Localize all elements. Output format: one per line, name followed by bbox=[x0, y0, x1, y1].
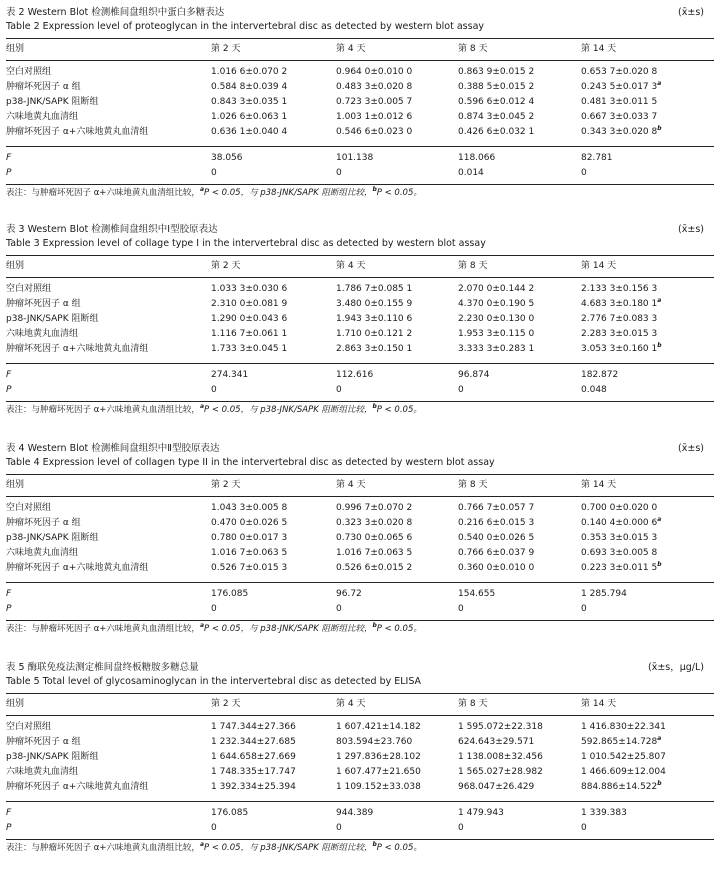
column-header: 第 8 天 bbox=[458, 44, 488, 54]
table-row bbox=[6, 561, 714, 576]
stat-value: 0.048 bbox=[581, 385, 607, 395]
table-cell: 0.700 0±0.020 0 bbox=[581, 503, 658, 513]
stat-value: 96.874 bbox=[458, 370, 490, 380]
table-cell: 2.310 0±0.081 9 bbox=[211, 299, 288, 309]
stat-value: 112.616 bbox=[336, 370, 374, 380]
table-block bbox=[6, 441, 714, 638]
column-header: 第 14 天 bbox=[581, 480, 617, 490]
column-header: 第 4 天 bbox=[336, 261, 366, 271]
table-cell: 1 595.072±22.318 bbox=[458, 722, 543, 732]
table-title-cn-text: 表 2 Western Blot 检测椎间盘组织中蛋白多糖表达 bbox=[6, 7, 225, 18]
significance-mark: b bbox=[657, 780, 662, 787]
table-title-en: Table 5 Total level of glycosaminoglycan in the intervertebral disc as detected by ELISA bbox=[6, 676, 422, 687]
cell-value: 0.140 4±0.000 6 bbox=[581, 518, 658, 528]
table-cell: 624.643±29.571 bbox=[458, 737, 535, 747]
stat-label: F bbox=[6, 589, 12, 599]
table-unit: (x̄±s，μg/L) bbox=[647, 662, 704, 673]
table-cell: 1.016 7±0.063 5 bbox=[211, 548, 288, 558]
table-cell: 1.710 0±0.121 2 bbox=[336, 329, 413, 339]
note-mid: P < 0.05，与 p38-JNK/SAPK 阻断组比较， bbox=[204, 188, 373, 198]
cell-value: 0.223 3±0.011 5 bbox=[581, 563, 658, 573]
table-block bbox=[6, 660, 714, 857]
table-cell: 0.483 3±0.020 8 bbox=[336, 82, 413, 92]
table-block bbox=[6, 222, 714, 419]
table-cell: 1 565.027±28.982 bbox=[458, 767, 543, 777]
table-cell: 1.026 6±0.063 1 bbox=[211, 112, 288, 122]
stat-label: F bbox=[6, 808, 12, 818]
table-cell: p38-JNK/SAPK 阻断组 bbox=[6, 752, 99, 762]
table-cell: 0.636 1±0.040 4 bbox=[211, 127, 288, 137]
note-mark-b: b bbox=[372, 186, 377, 194]
note-prefix: 表注：与肿瘤坏死因子 α+六味地黄丸血清组比较， bbox=[6, 624, 200, 634]
note-mark-b: b bbox=[372, 622, 377, 630]
table-cell: 1.953 3±0.115 0 bbox=[458, 329, 535, 339]
stat-value: 0 bbox=[458, 823, 464, 833]
note-prefix: 表注：与肿瘤坏死因子 α+六味地黄丸血清组比较， bbox=[6, 843, 200, 853]
note-end: P < 0.05。 bbox=[376, 188, 422, 198]
table-title-en: Table 4 Expression level of collagen type II in the intervertebral disc as detected by western blot assay bbox=[6, 457, 495, 468]
table-row bbox=[6, 720, 714, 735]
table-title-cn-text: 表 3 Western Blot 检测椎间盘组织中Ⅰ型胶原表达 bbox=[6, 224, 218, 235]
note-mid: P < 0.05，与 p38-JNK/SAPK 阻断组比较， bbox=[204, 624, 373, 634]
table-cell: 803.594±23.760 bbox=[336, 737, 413, 747]
table-cell: 0.470 0±0.026 5 bbox=[211, 518, 288, 528]
table-cell: 0.653 7±0.020 8 bbox=[581, 67, 658, 77]
stats-row bbox=[6, 806, 714, 821]
stats-row bbox=[6, 368, 714, 383]
table-note bbox=[6, 621, 714, 638]
table-cell: 1 644.658±27.669 bbox=[211, 752, 296, 762]
table-row bbox=[6, 516, 714, 531]
table-cell: 2.070 0±0.144 2 bbox=[458, 284, 535, 294]
column-header: 组别 bbox=[6, 261, 25, 271]
table-row bbox=[6, 282, 714, 297]
table-cell: 0.667 3±0.033 7 bbox=[581, 112, 658, 122]
table-cell: 0.388 5±0.015 2 bbox=[458, 82, 535, 92]
table-cell: 968.047±26.429 bbox=[458, 782, 535, 792]
table-cell: 0.780 0±0.017 3 bbox=[211, 533, 288, 543]
table-cell: 1.733 3±0.045 1 bbox=[211, 344, 288, 354]
table-row bbox=[6, 780, 714, 795]
table-title-cn bbox=[6, 441, 714, 456]
table-cell: 2.283 3±0.015 3 bbox=[581, 329, 658, 339]
table-header-row bbox=[6, 694, 714, 715]
table-cell: 六味地黄丸血清组 bbox=[6, 112, 79, 122]
table-title-cn-text: 表 5 酶联免疫法测定椎间盘终板糖胺多糖总量 bbox=[6, 662, 199, 673]
significance-mark: b bbox=[657, 342, 662, 349]
stat-value: 1 339.383 bbox=[581, 808, 627, 818]
significance-mark: a bbox=[657, 297, 662, 304]
table-cell: 0.766 7±0.057 7 bbox=[458, 503, 535, 513]
stats-row bbox=[6, 602, 714, 617]
stat-value: 0 bbox=[458, 604, 464, 614]
table-cell: 1 416.830±22.341 bbox=[581, 722, 666, 732]
note-end: P < 0.05。 bbox=[376, 405, 422, 415]
table-cell bbox=[581, 780, 662, 795]
table-cell: 肿瘤坏死因子 α 组 bbox=[6, 82, 81, 92]
table-cell: 1.033 3±0.030 6 bbox=[211, 284, 288, 294]
table-title-cn bbox=[6, 5, 714, 20]
stat-label: F bbox=[6, 153, 12, 163]
stat-value: 1 285.794 bbox=[581, 589, 627, 599]
table-block bbox=[6, 5, 714, 202]
stat-value: 82.781 bbox=[581, 153, 613, 163]
table-cell: 4.370 0±0.190 5 bbox=[458, 299, 535, 309]
table-cell bbox=[581, 342, 662, 357]
table-cell: 0.526 6±0.015 2 bbox=[336, 563, 413, 573]
table-cell bbox=[581, 735, 661, 750]
stat-value: 1 479.943 bbox=[458, 808, 504, 818]
table-header-row bbox=[6, 256, 714, 277]
table-cell bbox=[581, 80, 661, 95]
table-cell: 空白对照组 bbox=[6, 67, 52, 77]
table-cell: 1 748.335±17.747 bbox=[211, 767, 296, 777]
table-cell: 0.874 3±0.045 2 bbox=[458, 112, 535, 122]
note-mark-b: b bbox=[372, 403, 377, 411]
stat-value: 274.341 bbox=[211, 370, 249, 380]
stat-value: 0 bbox=[336, 168, 342, 178]
column-header: 第 4 天 bbox=[336, 480, 366, 490]
note-mid: P < 0.05，与 p38-JNK/SAPK 阻断组比较， bbox=[204, 405, 373, 415]
stat-value: 96.72 bbox=[336, 589, 362, 599]
stat-label: P bbox=[6, 385, 12, 395]
table-cell: 0.426 6±0.032 1 bbox=[458, 127, 535, 137]
column-header: 第 14 天 bbox=[581, 261, 617, 271]
table-cell: 1 010.542±25.807 bbox=[581, 752, 666, 762]
table-cell: 0.360 0±0.010 0 bbox=[458, 563, 535, 573]
table-cell: 0.596 6±0.012 4 bbox=[458, 97, 535, 107]
stats-row bbox=[6, 821, 714, 836]
column-header: 第 2 天 bbox=[211, 44, 241, 54]
table-cell bbox=[581, 561, 662, 576]
table-cell: 六味地黄丸血清组 bbox=[6, 329, 79, 339]
table-cell: 1.116 7±0.061 1 bbox=[211, 329, 288, 339]
table-cell: 0.526 7±0.015 3 bbox=[211, 563, 288, 573]
table-row bbox=[6, 95, 714, 110]
note-prefix: 表注：与肿瘤坏死因子 α+六味地黄丸血清组比较， bbox=[6, 188, 200, 198]
table-cell: p38-JNK/SAPK 阻断组 bbox=[6, 97, 99, 107]
table-cell: 0.546 6±0.023 0 bbox=[336, 127, 413, 137]
table-note bbox=[6, 185, 714, 202]
stat-value: 0 bbox=[336, 823, 342, 833]
column-header: 第 4 天 bbox=[336, 699, 366, 709]
stat-label: P bbox=[6, 168, 12, 178]
note-mark-a: a bbox=[199, 403, 204, 411]
table-cell: 空白对照组 bbox=[6, 284, 52, 294]
table-row bbox=[6, 312, 714, 327]
table-row bbox=[6, 342, 714, 357]
stat-value: 154.655 bbox=[458, 589, 496, 599]
table-cell: p38-JNK/SAPK 阻断组 bbox=[6, 314, 99, 324]
table-cell: 0.540 0±0.026 5 bbox=[458, 533, 535, 543]
note-end: P < 0.05。 bbox=[376, 843, 422, 853]
column-header: 组别 bbox=[6, 44, 25, 54]
note-mark-a: a bbox=[199, 622, 204, 630]
significance-mark: b bbox=[657, 125, 662, 132]
table-cell: 六味地黄丸血清组 bbox=[6, 548, 79, 558]
stats-row bbox=[6, 587, 714, 602]
cell-value: 0.243 5±0.017 3 bbox=[581, 82, 658, 92]
table-note bbox=[6, 402, 714, 419]
stat-value: 0 bbox=[211, 385, 217, 395]
stat-value: 0 bbox=[581, 168, 587, 178]
table-cell: 0.964 0±0.010 0 bbox=[336, 67, 413, 77]
stat-label: F bbox=[6, 370, 12, 380]
table-cell: 0.693 3±0.005 8 bbox=[581, 548, 658, 558]
table-cell: 1 138.008±32.456 bbox=[458, 752, 543, 762]
table-title-cn-text: 表 4 Western Blot 检测椎间盘组织中Ⅱ型胶原表达 bbox=[6, 443, 220, 454]
table-unit: (x̄±s) bbox=[678, 7, 704, 18]
table-cell: 肿瘤坏死因子 α 组 bbox=[6, 737, 81, 747]
stat-value: 0 bbox=[458, 385, 464, 395]
table-title-cn bbox=[6, 222, 714, 237]
stat-value: 0 bbox=[336, 385, 342, 395]
table-cell: 肿瘤坏死因子 α 组 bbox=[6, 299, 81, 309]
table-cell: 空白对照组 bbox=[6, 722, 52, 732]
table-header-row bbox=[6, 39, 714, 60]
stat-value: 0 bbox=[336, 604, 342, 614]
significance-mark: a bbox=[657, 735, 662, 742]
column-header: 第 14 天 bbox=[581, 44, 617, 54]
table-cell: 1.003 1±0.012 6 bbox=[336, 112, 413, 122]
stat-value: 101.138 bbox=[336, 153, 374, 163]
cell-value: 0.343 3±0.020 8 bbox=[581, 127, 658, 137]
table-cell: 0.730 0±0.065 6 bbox=[336, 533, 413, 543]
stat-value: 176.085 bbox=[211, 808, 249, 818]
table-cell bbox=[581, 125, 662, 140]
table-cell: 1 392.334±25.394 bbox=[211, 782, 296, 792]
table-title-en: Table 3 Expression level of collage type I in the intervertebral disc as detected by western blot assay bbox=[6, 238, 486, 249]
table-row bbox=[6, 546, 714, 561]
cell-value: 884.886±14.522 bbox=[581, 782, 658, 792]
table-cell: 1.016 7±0.063 5 bbox=[336, 548, 413, 558]
table-cell: 0.766 6±0.037 9 bbox=[458, 548, 535, 558]
stat-value: 118.066 bbox=[458, 153, 496, 163]
table-cell: 3.480 0±0.155 9 bbox=[336, 299, 413, 309]
table-cell: 1.016 6±0.070 2 bbox=[211, 67, 288, 77]
table-cell: 0.481 3±0.011 5 bbox=[581, 97, 658, 107]
table-row bbox=[6, 125, 714, 140]
table-cell: 2.230 0±0.130 0 bbox=[458, 314, 535, 324]
column-header: 组别 bbox=[6, 480, 25, 490]
table-cell: 肿瘤坏死因子 α+六味地黄丸血清组 bbox=[6, 127, 149, 137]
column-header: 第 8 天 bbox=[458, 699, 488, 709]
table-cell: 1 747.344±27.366 bbox=[211, 722, 296, 732]
table-cell: 0.216 6±0.015 3 bbox=[458, 518, 535, 528]
significance-mark: a bbox=[657, 516, 662, 523]
table-cell: 1 607.421±14.182 bbox=[336, 722, 421, 732]
table-cell: 空白对照组 bbox=[6, 503, 52, 513]
table-cell: 0.723 3±0.005 7 bbox=[336, 97, 413, 107]
table-cell: 肿瘤坏死因子 α 组 bbox=[6, 518, 81, 528]
column-header: 第 14 天 bbox=[581, 699, 617, 709]
note-mark-a: a bbox=[199, 186, 204, 194]
table-cell: 1.043 3±0.005 8 bbox=[211, 503, 288, 513]
table-row bbox=[6, 297, 714, 312]
table-cell: 3.333 3±0.283 1 bbox=[458, 344, 535, 354]
column-header: 第 8 天 bbox=[458, 261, 488, 271]
stat-value: 176.085 bbox=[211, 589, 249, 599]
note-mid: P < 0.05，与 p38-JNK/SAPK 阻断组比较， bbox=[204, 843, 373, 853]
column-header: 组别 bbox=[6, 699, 25, 709]
table-title-cn bbox=[6, 660, 714, 675]
table-row bbox=[6, 327, 714, 342]
table-row bbox=[6, 750, 714, 765]
table-cell: 0.584 8±0.039 4 bbox=[211, 82, 288, 92]
table-row bbox=[6, 765, 714, 780]
stat-value: 0 bbox=[581, 823, 587, 833]
stat-label: P bbox=[6, 604, 12, 614]
table-cell: p38-JNK/SAPK 阻断组 bbox=[6, 533, 99, 543]
note-prefix: 表注：与肿瘤坏死因子 α+六味地黄丸血清组比较， bbox=[6, 405, 200, 415]
table-cell: 六味地黄丸血清组 bbox=[6, 767, 79, 777]
stat-label: P bbox=[6, 823, 12, 833]
column-header: 第 2 天 bbox=[211, 699, 241, 709]
table-cell: 2.863 3±0.150 1 bbox=[336, 344, 413, 354]
table-cell: 0.863 9±0.015 2 bbox=[458, 67, 535, 77]
table-row bbox=[6, 110, 714, 125]
table-cell bbox=[581, 297, 661, 312]
note-mark-b: b bbox=[372, 841, 377, 849]
table-cell: 肿瘤坏死因子 α+六味地黄丸血清组 bbox=[6, 563, 149, 573]
stat-value: 0 bbox=[211, 823, 217, 833]
note-mark-a: a bbox=[199, 841, 204, 849]
table-cell: 1 297.836±28.102 bbox=[336, 752, 421, 762]
table-cell: 1 109.152±33.038 bbox=[336, 782, 421, 792]
table-cell: 0.996 7±0.070 2 bbox=[336, 503, 413, 513]
table-cell: 2.133 3±0.156 3 bbox=[581, 284, 658, 294]
table-cell: 0.323 3±0.020 8 bbox=[336, 518, 413, 528]
stats-row bbox=[6, 383, 714, 398]
stats-row bbox=[6, 166, 714, 181]
stat-value: 0 bbox=[211, 168, 217, 178]
stat-value: 182.872 bbox=[581, 370, 619, 380]
table-row bbox=[6, 65, 714, 80]
stat-value: 38.056 bbox=[211, 153, 243, 163]
column-header: 第 4 天 bbox=[336, 44, 366, 54]
table-unit: (x̄±s) bbox=[678, 224, 704, 235]
table-cell bbox=[581, 516, 661, 531]
table-cell: 肿瘤坏死因子 α+六味地黄丸血清组 bbox=[6, 782, 149, 792]
stat-value: 0 bbox=[211, 604, 217, 614]
cell-value: 4.683 3±0.180 1 bbox=[581, 299, 658, 309]
cell-value: 3.053 3±0.160 1 bbox=[581, 344, 658, 354]
stat-value: 0.014 bbox=[458, 168, 484, 178]
table-cell: 肿瘤坏死因子 α+六味地黄丸血清组 bbox=[6, 344, 149, 354]
column-header: 第 2 天 bbox=[211, 480, 241, 490]
significance-mark: a bbox=[657, 80, 662, 87]
table-cell: 2.776 7±0.083 3 bbox=[581, 314, 658, 324]
table-title-en: Table 2 Expression level of proteoglycan in the intervertebral disc as detected by western blot assay bbox=[6, 21, 485, 32]
table-cell: 1 466.609±12.004 bbox=[581, 767, 666, 777]
stat-value: 0 bbox=[581, 604, 587, 614]
table-row bbox=[6, 735, 714, 750]
column-header: 第 2 天 bbox=[211, 261, 241, 271]
stat-value: 944.389 bbox=[336, 808, 374, 818]
table-cell: 1.290 0±0.043 6 bbox=[211, 314, 288, 324]
table-cell: 1 232.344±27.685 bbox=[211, 737, 296, 747]
stats-row bbox=[6, 151, 714, 166]
note-end: P < 0.05。 bbox=[376, 624, 422, 634]
column-header: 第 8 天 bbox=[458, 480, 488, 490]
table-row bbox=[6, 80, 714, 95]
table-cell: 1.786 7±0.085 1 bbox=[336, 284, 413, 294]
cell-value: 592.865±14.728 bbox=[581, 737, 658, 747]
table-header-row bbox=[6, 475, 714, 496]
table-row bbox=[6, 531, 714, 546]
table-cell: 0.353 3±0.015 3 bbox=[581, 533, 658, 543]
table-cell: 1.943 3±0.110 6 bbox=[336, 314, 413, 324]
table-unit: (x̄±s) bbox=[678, 443, 704, 454]
significance-mark: b bbox=[657, 561, 662, 568]
table-cell: 0.843 3±0.035 1 bbox=[211, 97, 288, 107]
table-cell: 1 607.477±21.650 bbox=[336, 767, 421, 777]
table-note bbox=[6, 840, 714, 857]
table-row bbox=[6, 501, 714, 516]
